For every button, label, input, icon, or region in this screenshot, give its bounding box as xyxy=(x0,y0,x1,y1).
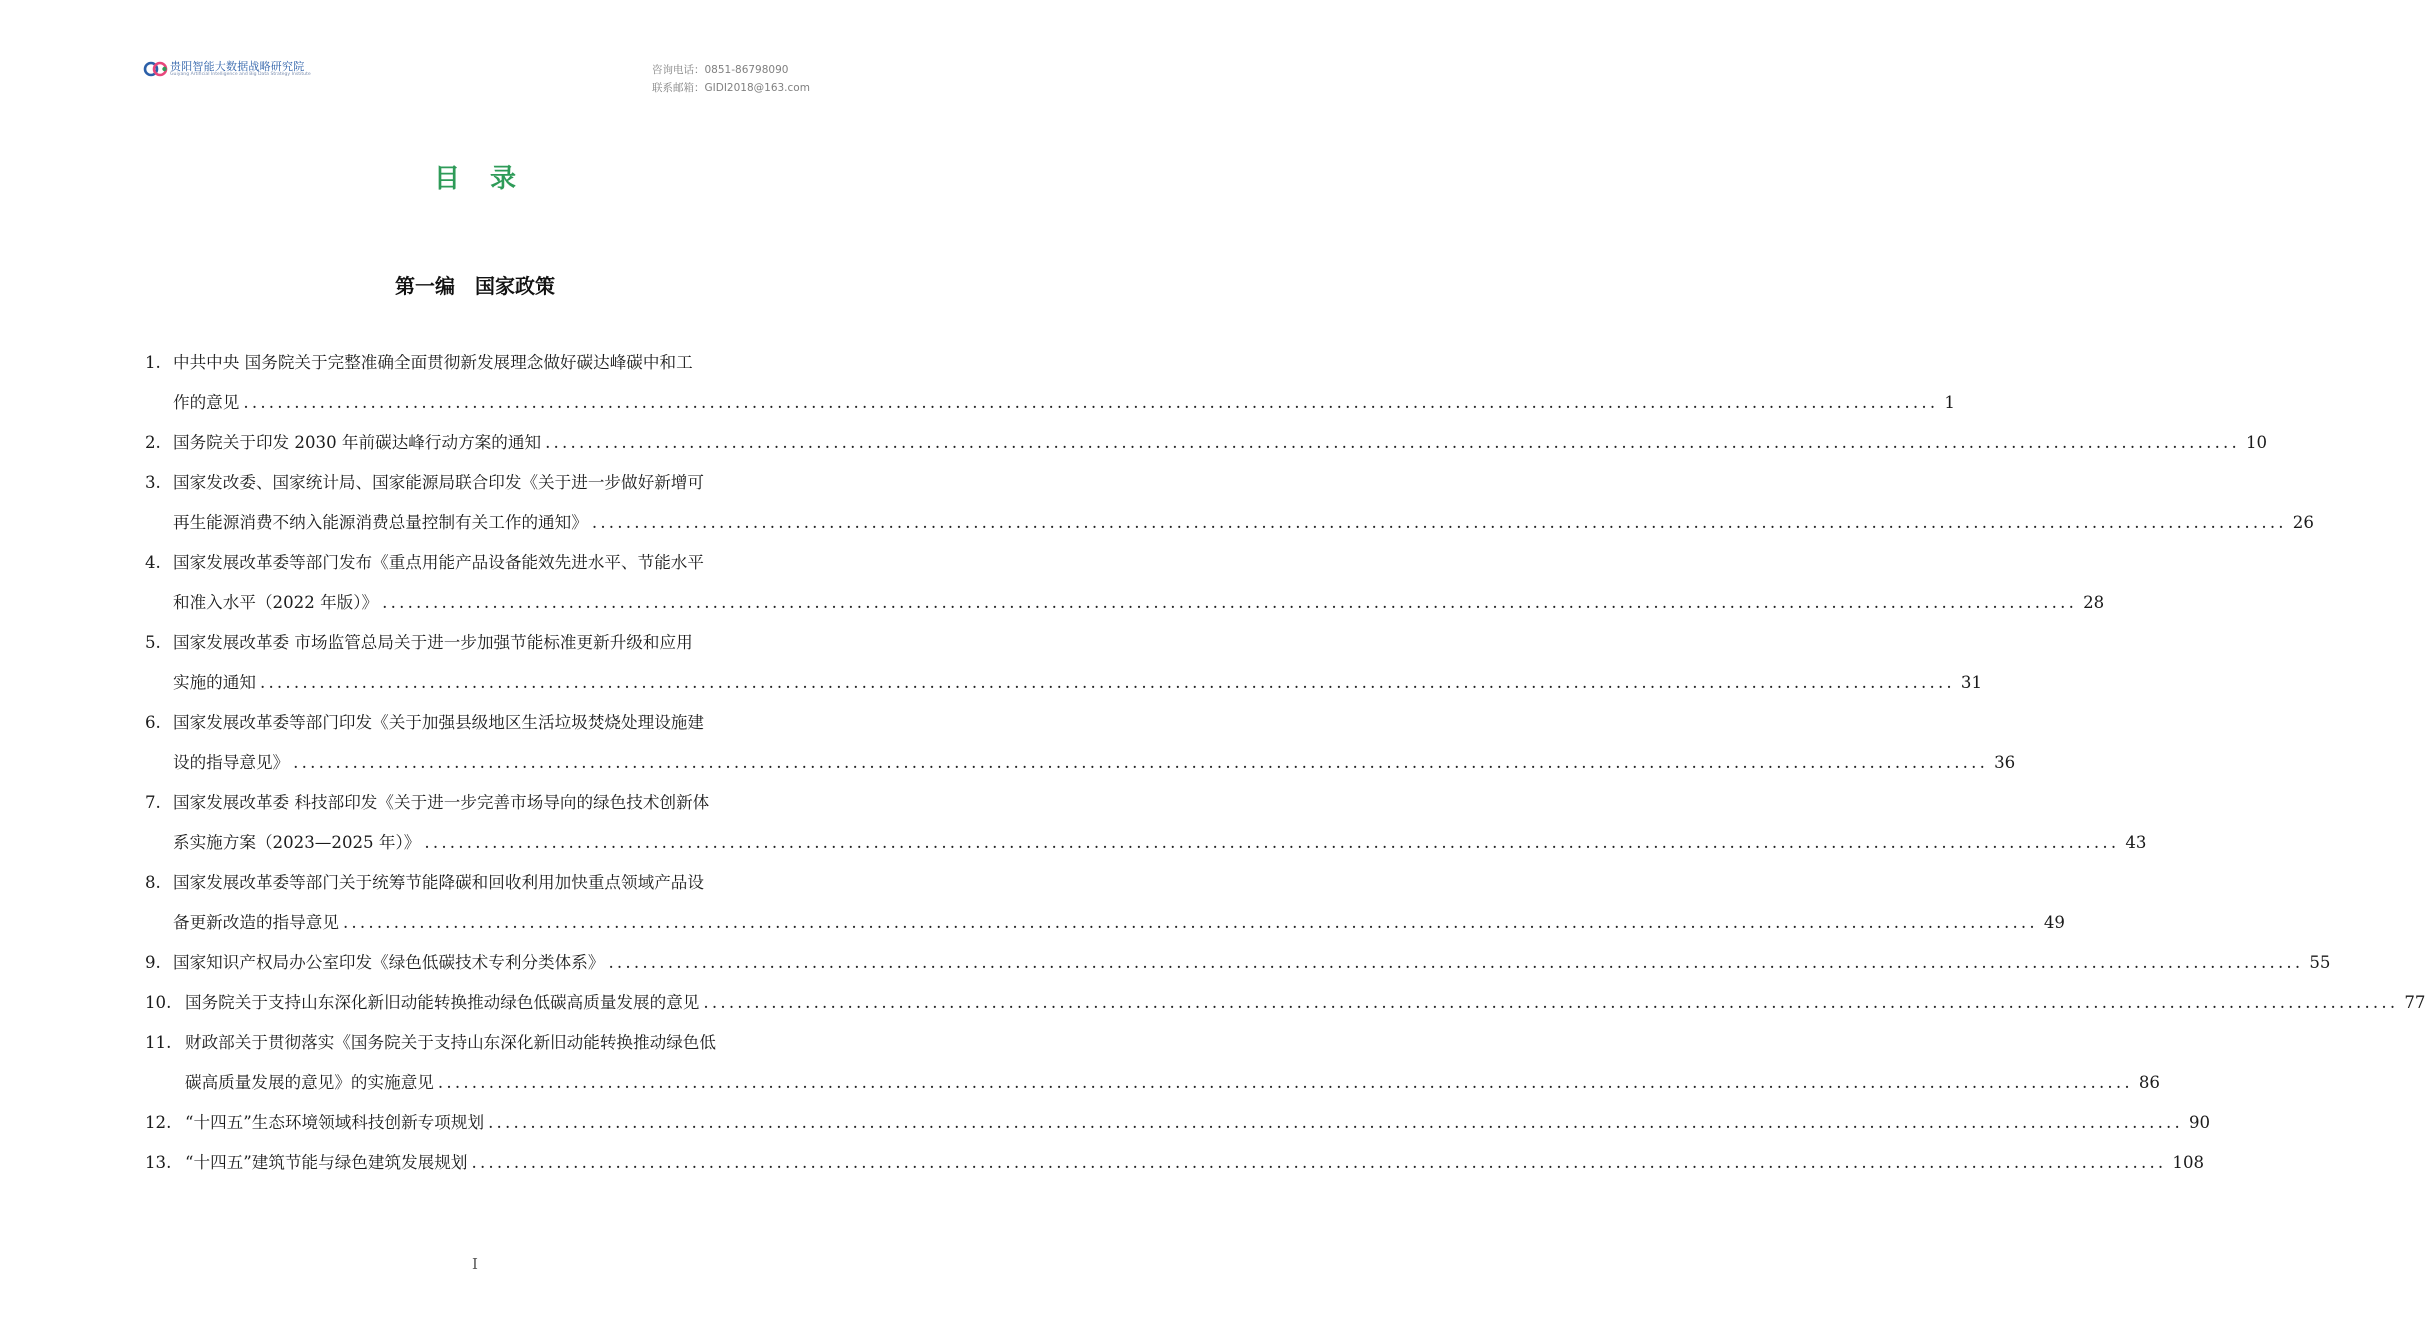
toc-entry-text: 实施的通知 xyxy=(173,673,256,692)
section-heading: 第一编 国家政策 xyxy=(395,274,555,298)
toc-entry-page: 49 xyxy=(2043,913,2065,932)
toc-entry-text: 备更新改造的指导意见 xyxy=(173,913,339,932)
toc-dot-leader: ........................................................................................................................................................................................................ xyxy=(424,833,2120,852)
toc-entry-line xyxy=(145,863,807,903)
toc-list xyxy=(145,343,2425,1183)
toc-entry-text: 财政部关于贯彻落实《国务院关于支持山东深化新旧动能转换推动绿色低 xyxy=(185,1033,716,1052)
toc-dot-leader: ........................................................................................................................................................................................................ xyxy=(259,673,1955,692)
toc-entry-text: 碳高质量发展的意见》的实施意见 xyxy=(185,1073,434,1092)
toc-dot-leader: ........................................................................................................................................................................................................ xyxy=(703,993,2399,1012)
toc-entry[interactable] xyxy=(145,983,2425,1023)
toc-entry-line xyxy=(145,543,807,583)
toc-dot-leader: ........................................................................................................................................................................................................ xyxy=(382,593,2078,612)
toc-entry-text: “十四五”生态环境领域科技创新专项规划 xyxy=(185,1113,485,1132)
toc-entry-line xyxy=(145,783,807,823)
toc-entry-page: 86 xyxy=(2138,1073,2160,1092)
toc-entry-number: 10. xyxy=(145,993,172,1012)
toc-entry-line xyxy=(145,343,807,383)
toc-entry-line xyxy=(145,1143,2205,1183)
toc-entry-text: 国家发展改革委等部门关于统筹节能降碳和回收利用加快重点领域产品设 xyxy=(173,873,704,892)
toc-entry-continuation xyxy=(145,1063,2160,1103)
toc-entry-line xyxy=(145,623,807,663)
page-number: I xyxy=(472,1255,478,1273)
email-address: GIDI2018@163.com xyxy=(704,82,810,94)
toc-entry[interactable] xyxy=(145,1023,2160,1103)
toc-entry-number: 5. xyxy=(145,633,161,652)
toc-entry-page: 108 xyxy=(2172,1153,2205,1172)
toc-entry-number: 6. xyxy=(145,713,161,732)
toc-entry-text: 设的指导意见》 xyxy=(173,753,290,772)
toc-entry[interactable] xyxy=(145,463,2314,543)
toc-entry-number: 1. xyxy=(145,353,161,372)
toc-entry-line xyxy=(145,1103,2211,1143)
toc-entry-text: 作的意见 xyxy=(173,393,240,412)
toc-entry-number: 9. xyxy=(145,953,161,972)
toc-entry-number: 7. xyxy=(145,793,161,812)
toc-entry-continuation xyxy=(145,823,2147,863)
toc-entry[interactable] xyxy=(145,783,2147,863)
toc-entry-number: 13. xyxy=(145,1153,172,1172)
toc-entry[interactable] xyxy=(145,1143,2205,1183)
toc-entry-text: 国家发展改革委等部门印发《关于加强县级地区生活垃圾焚烧处理设施建 xyxy=(173,713,704,732)
toc-entry-page: 90 xyxy=(2189,1113,2211,1132)
toc-entry-text: 再生能源消费不纳入能源消费总量控制有关工作的通知》 xyxy=(173,513,588,532)
logo-name-en: Guiyang Artificial Intelligence and Big Data Strategy Institute xyxy=(170,72,311,77)
toc-entry-text: 国家知识产权局办公室印发《绿色低碳技术专利分类体系》 xyxy=(173,953,605,972)
toc-entry-line xyxy=(145,1023,807,1063)
toc-entry-number: 4. xyxy=(145,553,161,572)
logo-mark-icon xyxy=(143,60,169,78)
toc-entry[interactable] xyxy=(145,863,2065,943)
toc-entry[interactable] xyxy=(145,543,2105,623)
toc-dot-leader: ........................................................................................................................................................................................................ xyxy=(608,953,2304,972)
toc-entry-page: 10 xyxy=(2246,433,2268,452)
toc-entry[interactable] xyxy=(145,423,2268,463)
contact-email xyxy=(652,79,810,97)
toc-dot-leader: ........................................................................................................................................................................................................ xyxy=(488,1113,2183,1132)
toc-entry-line xyxy=(145,943,2331,983)
toc-entry-continuation xyxy=(145,583,2105,623)
toc-entry-page: 36 xyxy=(1994,753,2016,772)
toc-entry-continuation xyxy=(145,903,2065,943)
toc-entry-text: 中共中央 国务院关于完整准确全面贯彻新发展理念做好碳达峰碳中和工 xyxy=(173,353,693,372)
toc-entry[interactable] xyxy=(145,943,2331,983)
toc-entry-continuation xyxy=(145,383,1955,423)
toc-entry-number: 11. xyxy=(145,1033,172,1052)
toc-entry-text: 国务院关于支持山东深化新旧动能转换推动绿色低碳高质量发展的意见 xyxy=(185,993,700,1012)
toc-entry-text: 和准入水平（2022 年版）》 xyxy=(173,593,379,612)
toc-entry[interactable] xyxy=(145,623,1983,703)
toc-dot-leader: ........................................................................................................................................................................................................ xyxy=(342,913,2038,932)
toc-entry-page: 31 xyxy=(1960,673,1983,692)
toc-entry-continuation xyxy=(145,503,2314,543)
toc-entry-page: 55 xyxy=(2309,953,2331,972)
toc-dot-leader: ........................................................................................................................................................................................................ xyxy=(545,433,2240,452)
toc-entry-page: 77 xyxy=(2404,993,2425,1012)
toc-entry-continuation xyxy=(145,663,1983,703)
toc-entry-text: 国家发展改革委 市场监管总局关于进一步加强节能标准更新升级和应用 xyxy=(173,633,693,652)
toc-entry[interactable] xyxy=(145,343,1955,423)
institute-logo xyxy=(143,57,323,83)
phone-label: 咨询电话： xyxy=(652,64,705,76)
toc-entry-text: 国家发展改革委 科技部印发《关于进一步完善市场导向的绿色技术创新体 xyxy=(173,793,710,812)
toc-dot-leader: ........................................................................................................................................................................................................ xyxy=(471,1153,2167,1172)
toc-entry-text: 国家发改委、国家统计局、国家能源局联合印发《关于进一步做好新增可 xyxy=(173,473,704,492)
email-label: 联系邮箱： xyxy=(652,82,705,94)
toc-entry-text: 国家发展改革委等部门发布《重点用能产品设备能效先进水平、节能水平 xyxy=(173,553,704,572)
toc-dot-leader: ........................................................................................................................................................................................................ xyxy=(591,513,2287,532)
toc-entry-number: 2. xyxy=(145,433,161,452)
toc-entry-page: 43 xyxy=(2125,833,2147,852)
toc-entry-page: 1 xyxy=(1944,393,1955,412)
toc-dot-leader: ........................................................................................................................................................................................................ xyxy=(243,393,1939,412)
toc-entry-page: 28 xyxy=(2083,593,2105,612)
toc-entry-text: 系实施方案（2023—2025 年）》 xyxy=(173,833,421,852)
toc-entry-line xyxy=(145,463,807,503)
toc-entry-continuation xyxy=(145,743,2016,783)
toc-dot-leader: ........................................................................................................................................................................................................ xyxy=(293,753,1989,772)
toc-dot-leader: ........................................................................................................................................................................................................ xyxy=(437,1073,2133,1092)
toc-entry-line xyxy=(145,703,807,743)
toc-entry[interactable] xyxy=(145,703,2016,783)
toc-title: 目录 xyxy=(433,164,546,194)
toc-entry[interactable] xyxy=(145,1103,2211,1143)
phone-number: 0851-86798090 xyxy=(704,64,789,76)
contact-info xyxy=(652,61,810,97)
toc-entry-text: 国务院关于印发 2030 年前碳达峰行动方案的通知 xyxy=(173,433,542,452)
toc-entry-page: 26 xyxy=(2292,513,2314,532)
toc-entry-number: 8. xyxy=(145,873,161,892)
toc-entry-text: “十四五”建筑节能与绿色建筑发展规划 xyxy=(185,1153,468,1172)
toc-entry-line xyxy=(145,983,2425,1023)
toc-entry-number: 3. xyxy=(145,473,161,492)
toc-entry-line xyxy=(145,423,2268,463)
logo-name-cn: 贵阳智能大数据战略研究院 xyxy=(170,60,305,73)
contact-phone xyxy=(652,61,810,79)
toc-entry-number: 12. xyxy=(145,1113,172,1132)
